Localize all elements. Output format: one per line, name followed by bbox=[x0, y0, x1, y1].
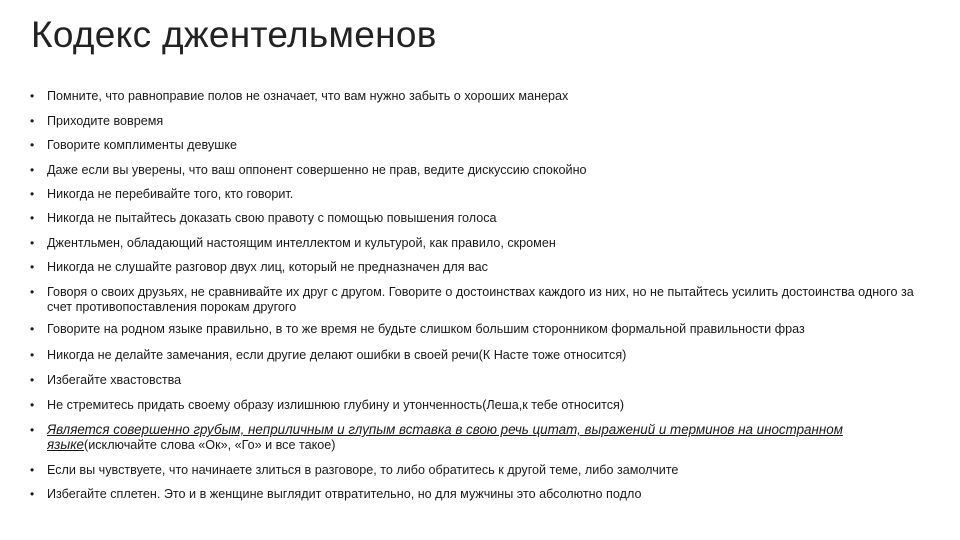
list-item-text: Никогда не перебивайте того, кто говорит. bbox=[47, 187, 294, 201]
bullet-icon: • bbox=[30, 114, 35, 128]
list-item bbox=[30, 463, 930, 478]
list-item bbox=[30, 187, 930, 202]
list-item bbox=[30, 89, 930, 104]
list-item-text: Никогда не делайте замечания, если другие делают ошибки в своей речи(К Насте тоже относится) bbox=[47, 348, 627, 362]
bullet-icon: • bbox=[30, 260, 35, 274]
bullet-icon: • bbox=[30, 373, 35, 387]
list-item-text: Не стремитесь придать своему образу излишнюю глубину и утонченность(Леша,к тебе относится) bbox=[47, 398, 625, 412]
bullet-icon: • bbox=[30, 348, 35, 362]
list-item bbox=[30, 163, 930, 178]
list-item-text: Избегайте сплетен. Это и в женщине выглядит отвратительно, но для мужчины это абсолютно подло bbox=[47, 487, 642, 501]
list-item-text: Никогда не слушайте разговор двух лиц, который не предназначен для вас bbox=[47, 260, 488, 274]
bullet-icon: • bbox=[30, 398, 35, 412]
bullet-icon: • bbox=[30, 138, 35, 152]
list-item-text: Помните, что равноправие полов не означает, что вам нужно забыть о хороших манерах bbox=[47, 89, 569, 103]
list-item-text: Даже если вы уверены, что ваш оппонент совершенно не прав, ведите дискуссию спокойно bbox=[47, 163, 587, 177]
bullet-icon: • bbox=[30, 163, 35, 177]
bullet-icon: • bbox=[30, 463, 35, 477]
slide-title: Кодекс джентельменов bbox=[31, 14, 437, 55]
list-item bbox=[30, 487, 930, 502]
list-item bbox=[30, 114, 930, 129]
list-item-text: Приходите вовремя bbox=[47, 114, 164, 128]
bullet-icon: • bbox=[30, 322, 35, 336]
list-item bbox=[30, 322, 930, 337]
list-item bbox=[30, 260, 930, 275]
list-item bbox=[30, 348, 930, 363]
list-item bbox=[30, 423, 930, 452]
bullet-icon: • bbox=[30, 211, 35, 225]
bullet-icon: • bbox=[30, 89, 35, 103]
list-item-text: Если вы чувствуете, что начинаете злиться в разговоре, то либо обратитесь к другой теме, либо замолчите bbox=[47, 463, 679, 477]
list-item bbox=[30, 285, 930, 314]
emphasized-text: Является совершенно грубым, неприличным и глупым вставка в свою речь цитат, выражений и терминов на иностранном языке bbox=[47, 422, 843, 452]
bullet-icon: • bbox=[30, 187, 35, 201]
list-item-text: Джентльмен, обладающий настоящим интеллектом и культурой, как правило, скромен bbox=[47, 236, 556, 250]
bullet-icon: • bbox=[30, 423, 35, 437]
list-item-text: (исключайте слова «Ок», «Го» и все такое) bbox=[84, 437, 336, 452]
list-item-text: Говорите на родном языке правильно, в то же время не будьте слишком большим сторонником формальной правильности фраз bbox=[47, 322, 805, 336]
list-item bbox=[30, 211, 930, 226]
list-item bbox=[30, 138, 930, 153]
list-item-text: Избегайте хвастовства bbox=[47, 373, 182, 387]
list-item bbox=[30, 236, 930, 251]
list-item-text: Никогда не пытайтесь доказать свою правоту с помощью повышения голоса bbox=[47, 211, 497, 225]
list-item bbox=[30, 373, 930, 388]
list-item-text: Говоря о своих друзьях, не сравнивайте их друг с другом. Говорите о достоинствах каждого из них, но не пытайтесь усилить достоинства одного за счет противопоставления порокам другого bbox=[47, 285, 914, 314]
bullet-icon: • bbox=[30, 236, 35, 250]
list-item bbox=[30, 398, 930, 413]
bullet-icon: • bbox=[30, 285, 35, 299]
bullet-icon: • bbox=[30, 487, 35, 501]
list-item-text: Говорите комплименты девушке bbox=[47, 138, 237, 152]
